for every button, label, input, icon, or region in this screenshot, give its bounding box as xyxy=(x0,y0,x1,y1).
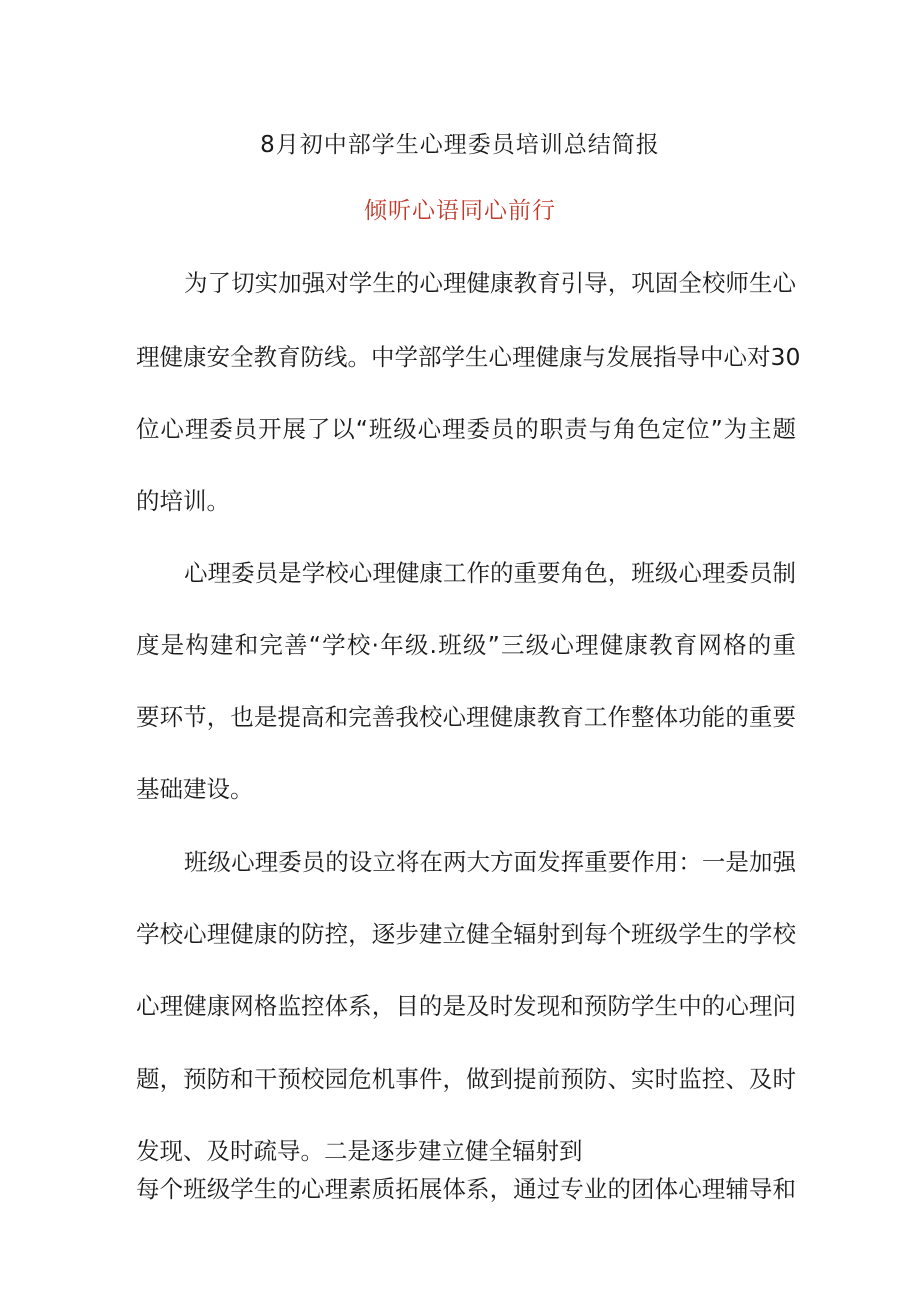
paragraph-line: 每个班级学生的心理素质拓展体系，通过专业的团体心理辅导和 xyxy=(136,1175,796,1203)
document-subtitle: 倾听心语同心前行 xyxy=(364,198,556,224)
paragraph-line: 的培训。 xyxy=(136,487,230,515)
document-title: 8月初中部学生心理委员培训总结简报 xyxy=(260,132,660,158)
paragraph-line: 理健康安全教育防线。中学部学生心理健康与发展指导中心对30 xyxy=(136,343,801,371)
paragraph-line: 心理委员是学校心理健康工作的重要角色，班级心理委员制 xyxy=(184,559,796,587)
paragraph-line: 为了切实加强对学生的心理健康教育引导，巩固全校师生心 xyxy=(184,269,796,297)
paragraph-line: 学校心理健康的防控，逐步建立健全辐射到每个班级学生的学校 xyxy=(136,920,796,948)
paragraph-line: 要环节，也是提高和完善我校心理健康教育工作整体功能的重要 xyxy=(136,703,796,731)
paragraph-line: 班级心理委员的设立将在两大方面发挥重要作用：一是加强 xyxy=(184,848,796,876)
paragraph-line: 心理健康网格监控体系，目的是及时发现和预防学生中的心理问 xyxy=(136,992,796,1020)
paragraph-line: 发现、及时疏导。二是逐步建立健全辐射到 xyxy=(136,1137,583,1165)
paragraph-line: 度是构建和完善“学校·年级.班级”三级心理健康教育网格的重 xyxy=(136,631,796,659)
paragraph-line: 位心理委员开展了以“班级心理委员的职责与角色定位”为主题 xyxy=(136,415,796,443)
paragraph-line: 基础建设。 xyxy=(136,775,254,803)
paragraph-line: 题，预防和干预校园危机事件，做到提前预防、实时监控、及时 xyxy=(136,1065,796,1093)
